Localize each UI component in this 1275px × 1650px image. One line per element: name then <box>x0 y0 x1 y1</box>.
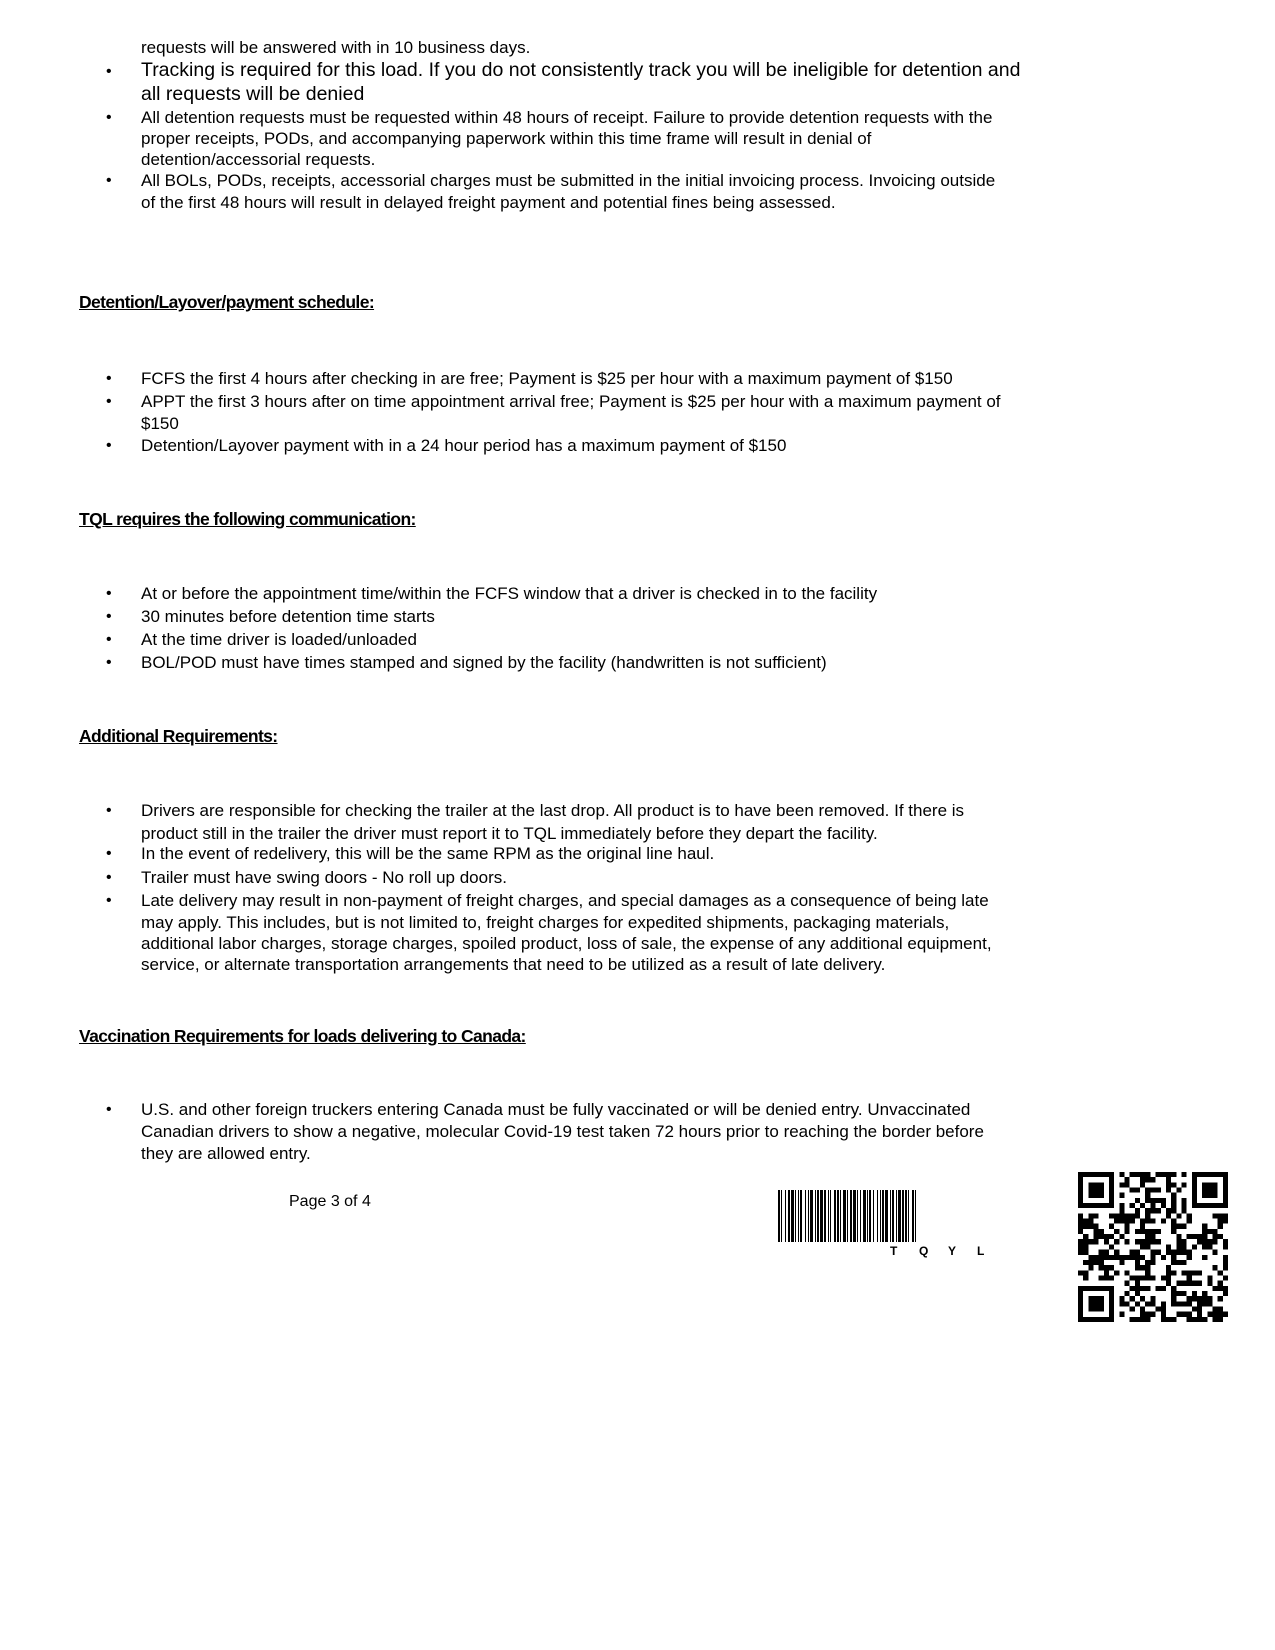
section-heading-additional: Additional Requirements: <box>79 726 278 746</box>
drivers-line-1: Drivers are responsible for checking the trailer at the last drop. All product is to have been removed. If there is <box>141 801 965 820</box>
communication-item: 30 minutes before detention time starts <box>141 607 435 626</box>
vaccination-line-1: U.S. and other foreign truckers entering Canada must be fully vaccinated or will be denied entry. Unvaccinated <box>141 1100 971 1119</box>
qr-code-icon <box>1078 1172 1228 1322</box>
bullet-glyph: • <box>106 845 112 862</box>
bullet-glyph: • <box>106 437 112 454</box>
fcfs-line: FCFS the first 4 hours after checking in are free; Payment is $25 per hour with a maximum payment of $150 <box>141 369 953 388</box>
bullet-glyph: • <box>106 172 112 189</box>
late-delivery-line-1: Late delivery may result in non-payment of freight charges, and special damages as a consequence of being late <box>141 891 989 910</box>
bullet-glyph: • <box>106 370 112 387</box>
invoicing-line-1: All BOLs, PODs, receipts, accessorial charges must be submitted in the initial invoicing process. Invoicing outside <box>141 171 996 190</box>
section-heading-communication: TQL requires the following communication: <box>79 509 416 529</box>
redelivery-line: In the event of redelivery, this will be the same RPM as the original line haul. <box>141 844 715 863</box>
bullet-glyph: • <box>106 1101 112 1118</box>
invoicing-line-2: of the first 48 hours will result in delayed freight payment and potential fines being assessed. <box>141 193 836 212</box>
layover-line: Detention/Layover payment with in a 24 hour period has a maximum payment of $150 <box>141 436 787 455</box>
detention-request-line-2: proper receipts, PODs, and accompanying paperwork within this time frame will result in denial of <box>141 129 872 148</box>
bullet-glyph: • <box>106 109 112 126</box>
tracking-line-1: Tracking is required for this load. If you do not consistently track you will be ineligible for detention and <box>141 59 1021 81</box>
late-delivery-line-3: additional labor charges, storage charges, spoiled product, loss of sale, the expense of any additional equipment, <box>141 934 992 953</box>
bullet-glyph: • <box>106 608 112 625</box>
communication-item: At or before the appointment time/within the FCFS window that a driver is checked in to the facility <box>141 584 878 603</box>
bullet-glyph: • <box>106 802 112 819</box>
late-delivery-line-4: service, or alternate transportation arrangements that need to be utilized as a result of late delivery. <box>141 955 886 974</box>
bullet-glyph: • <box>106 585 112 602</box>
appt-line-1: APPT the first 3 hours after on time appointment arrival free; Payment is $25 per hour with a maximum payment of <box>141 392 1001 411</box>
bullet-glyph: • <box>106 63 112 80</box>
swing-doors-line: Trailer must have swing doors - No roll up doors. <box>141 868 507 887</box>
barcode-icon <box>776 1190 1066 1258</box>
barcode-char: T <box>890 1244 898 1258</box>
section-heading-vaccination: Vaccination Requirements for loads delivering to Canada: <box>79 1026 526 1046</box>
bullet-glyph: • <box>106 654 112 671</box>
vaccination-line-3: they are allowed entry. <box>141 1144 311 1163</box>
continued-line: requests will be answered with in 10 business days. <box>141 38 531 57</box>
barcode-char: L <box>977 1244 985 1258</box>
communication-item: At the time driver is loaded/unloaded <box>141 630 417 649</box>
section-heading-detention: Detention/Layover/payment schedule: <box>79 292 375 312</box>
drivers-line-2: product still in the trailer the driver must report it to TQL immediately before they depart the facility. <box>141 824 878 843</box>
barcode-char: Q <box>919 1244 929 1258</box>
appt-line-2: $150 <box>141 414 179 433</box>
bullet-glyph: • <box>106 393 112 410</box>
detention-request-line-3: detention/accessorial requests. <box>141 150 376 169</box>
bullet-glyph: • <box>106 869 112 886</box>
late-delivery-line-2: may apply. This includes, but is not limited to, freight charges for expedited shipments, packaging materials, <box>141 913 950 932</box>
page-number: Page 3 of 4 <box>289 1193 371 1210</box>
tracking-line-2: all requests will be denied <box>141 83 365 105</box>
barcode-char: Y <box>948 1244 957 1258</box>
bullet-glyph: • <box>106 631 112 648</box>
communication-item: BOL/POD must have times stamped and signed by the facility (handwritten is not sufficient) <box>141 653 827 672</box>
detention-request-line-1: All detention requests must be requested within 48 hours of receipt. Failure to provide detention requests with the <box>141 108 993 127</box>
vaccination-line-2: Canadian drivers to show a negative, molecular Covid-19 test taken 72 hours prior to reaching the border before <box>141 1122 984 1141</box>
bullet-glyph: • <box>106 892 112 909</box>
